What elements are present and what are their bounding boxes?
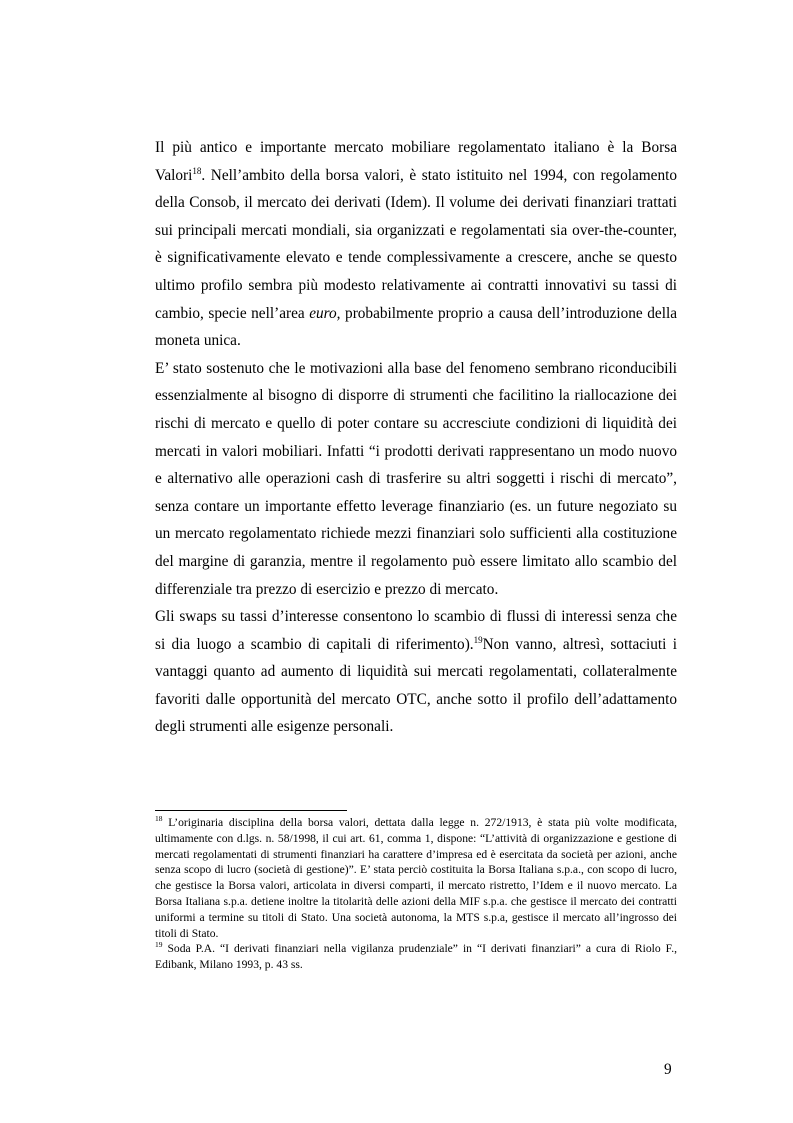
body-text [155,134,677,741]
paragraph-borsa-valori [155,134,677,355]
footnote-ref-18[interactable]: 18 [192,165,202,176]
paragraph-text: probabilmente proprio a causa dell’introduzione della moneta unica. [155,304,677,350]
paragraph-text: . Nell’ambito della borsa valori, è stato istituito nel 1994, con regolamento della Consob, il mercato dei derivati (Idem). Il volume dei derivati finanziari trattati sui principali mercati mondiali, sia organizzati e regolamentati sia over-the-counter, è significativamente elevato e tende complessivamente a crescere, anche se questo ultimo profilo sembra più modesto relativamente ai contratti innovativi su tassi di cambio, specie nell’area [155,166,677,322]
paragraph-text: Il più antico e importante mercato mobiliare regolamentato italiano è la Borsa Valori [155,139,677,184]
footnote-text: Soda P.A. “I derivati finanziari nella vigilanza prudenziale” in “I derivati finanziari” a cura di Riolo F., Edibank, Milano 1993, p. 43 ss. [155,942,677,972]
emphasis-euro: euro, [309,304,341,322]
footnote-number: 18 [155,814,163,824]
footnotes [155,815,677,973]
paragraph-text: Non vanno, altresì, sottaciuti i vantaggi quanto ad aumento di liquidità sui mercati regolamentati, collateralmente favoriti dalle opportunità del mercato OTC, anche sotto il profilo dell’adattamento degli strumenti alle esigenze personali. [155,635,677,736]
footnote-separator [155,810,347,811]
footnote-18 [155,815,677,941]
footnote-ref-19[interactable]: 19 [473,634,483,645]
page-number: 9 [664,1061,672,1078]
footnote-19 [155,941,677,973]
paragraph-swaps [155,603,677,741]
footnote-number: 19 [155,940,163,950]
paragraph-motivazioni: E’ stato sostenuto che le motivazioni alla base del fenomeno sembrano riconducibili essenzialmente al bisogno di disporre di strumenti che facilitino la riallocazione dei rischi di mercato e quello di poter contare su accresciute condizioni di liquidità dei mercati in valori mobiliari. Infatti “i prodotti derivati rappresentano un modo nuovo e alternativo alle operazioni cash di trasferire su altri soggetti i rischi di mercato”, senza contare un importante effetto leverage finanziario (es. un future negoziato su un mercato regolamentato richiede mezzi finanziari solo sufficienti alla costituzione del margine di garanzia, mentre il regolamento può essere limitato allo scambio del differenziale tra prezzo di esercizio e prezzo di mercato. [155,359,677,598]
paragraph-text: Gli swaps su tassi d’interesse consentono lo scambio di flussi di interessi senza che si dia luogo a scambio di capitali di riferimento). [155,608,677,653]
footnote-text: L’originaria disciplina della borsa valori, dettata dalla legge n. 272/1913, è stata più volte modificata, ultimamente con d.lgs. n. 58/1998, il cui art. 61, comma 1, dispone: “L’attività di organizzazione e gestione di mercati regolamentati di strumenti finanziari ha carattere d’impresa ed è esercitata da società per azioni, anche senza scopo di lucro (società di gestione)”. E’ stata perciò costituita la Borsa Italiana s.p.a., con scopo di lucro, che gestisce la Borsa valori, articolata in diversi comparti, il mercato ristretto, l’Idem e il nuovo mercato. La Borsa Italiana s.p.a. detiene inoltre la titolarità delle azioni della MIF s.p.a. che gestisce il mercato dei contratti uniformi a termine su titoli di Stato. Una società autonoma, la MTS s.p.a, gestisce il mercato all’ingrosso dei titoli di Stato. [155,816,677,940]
